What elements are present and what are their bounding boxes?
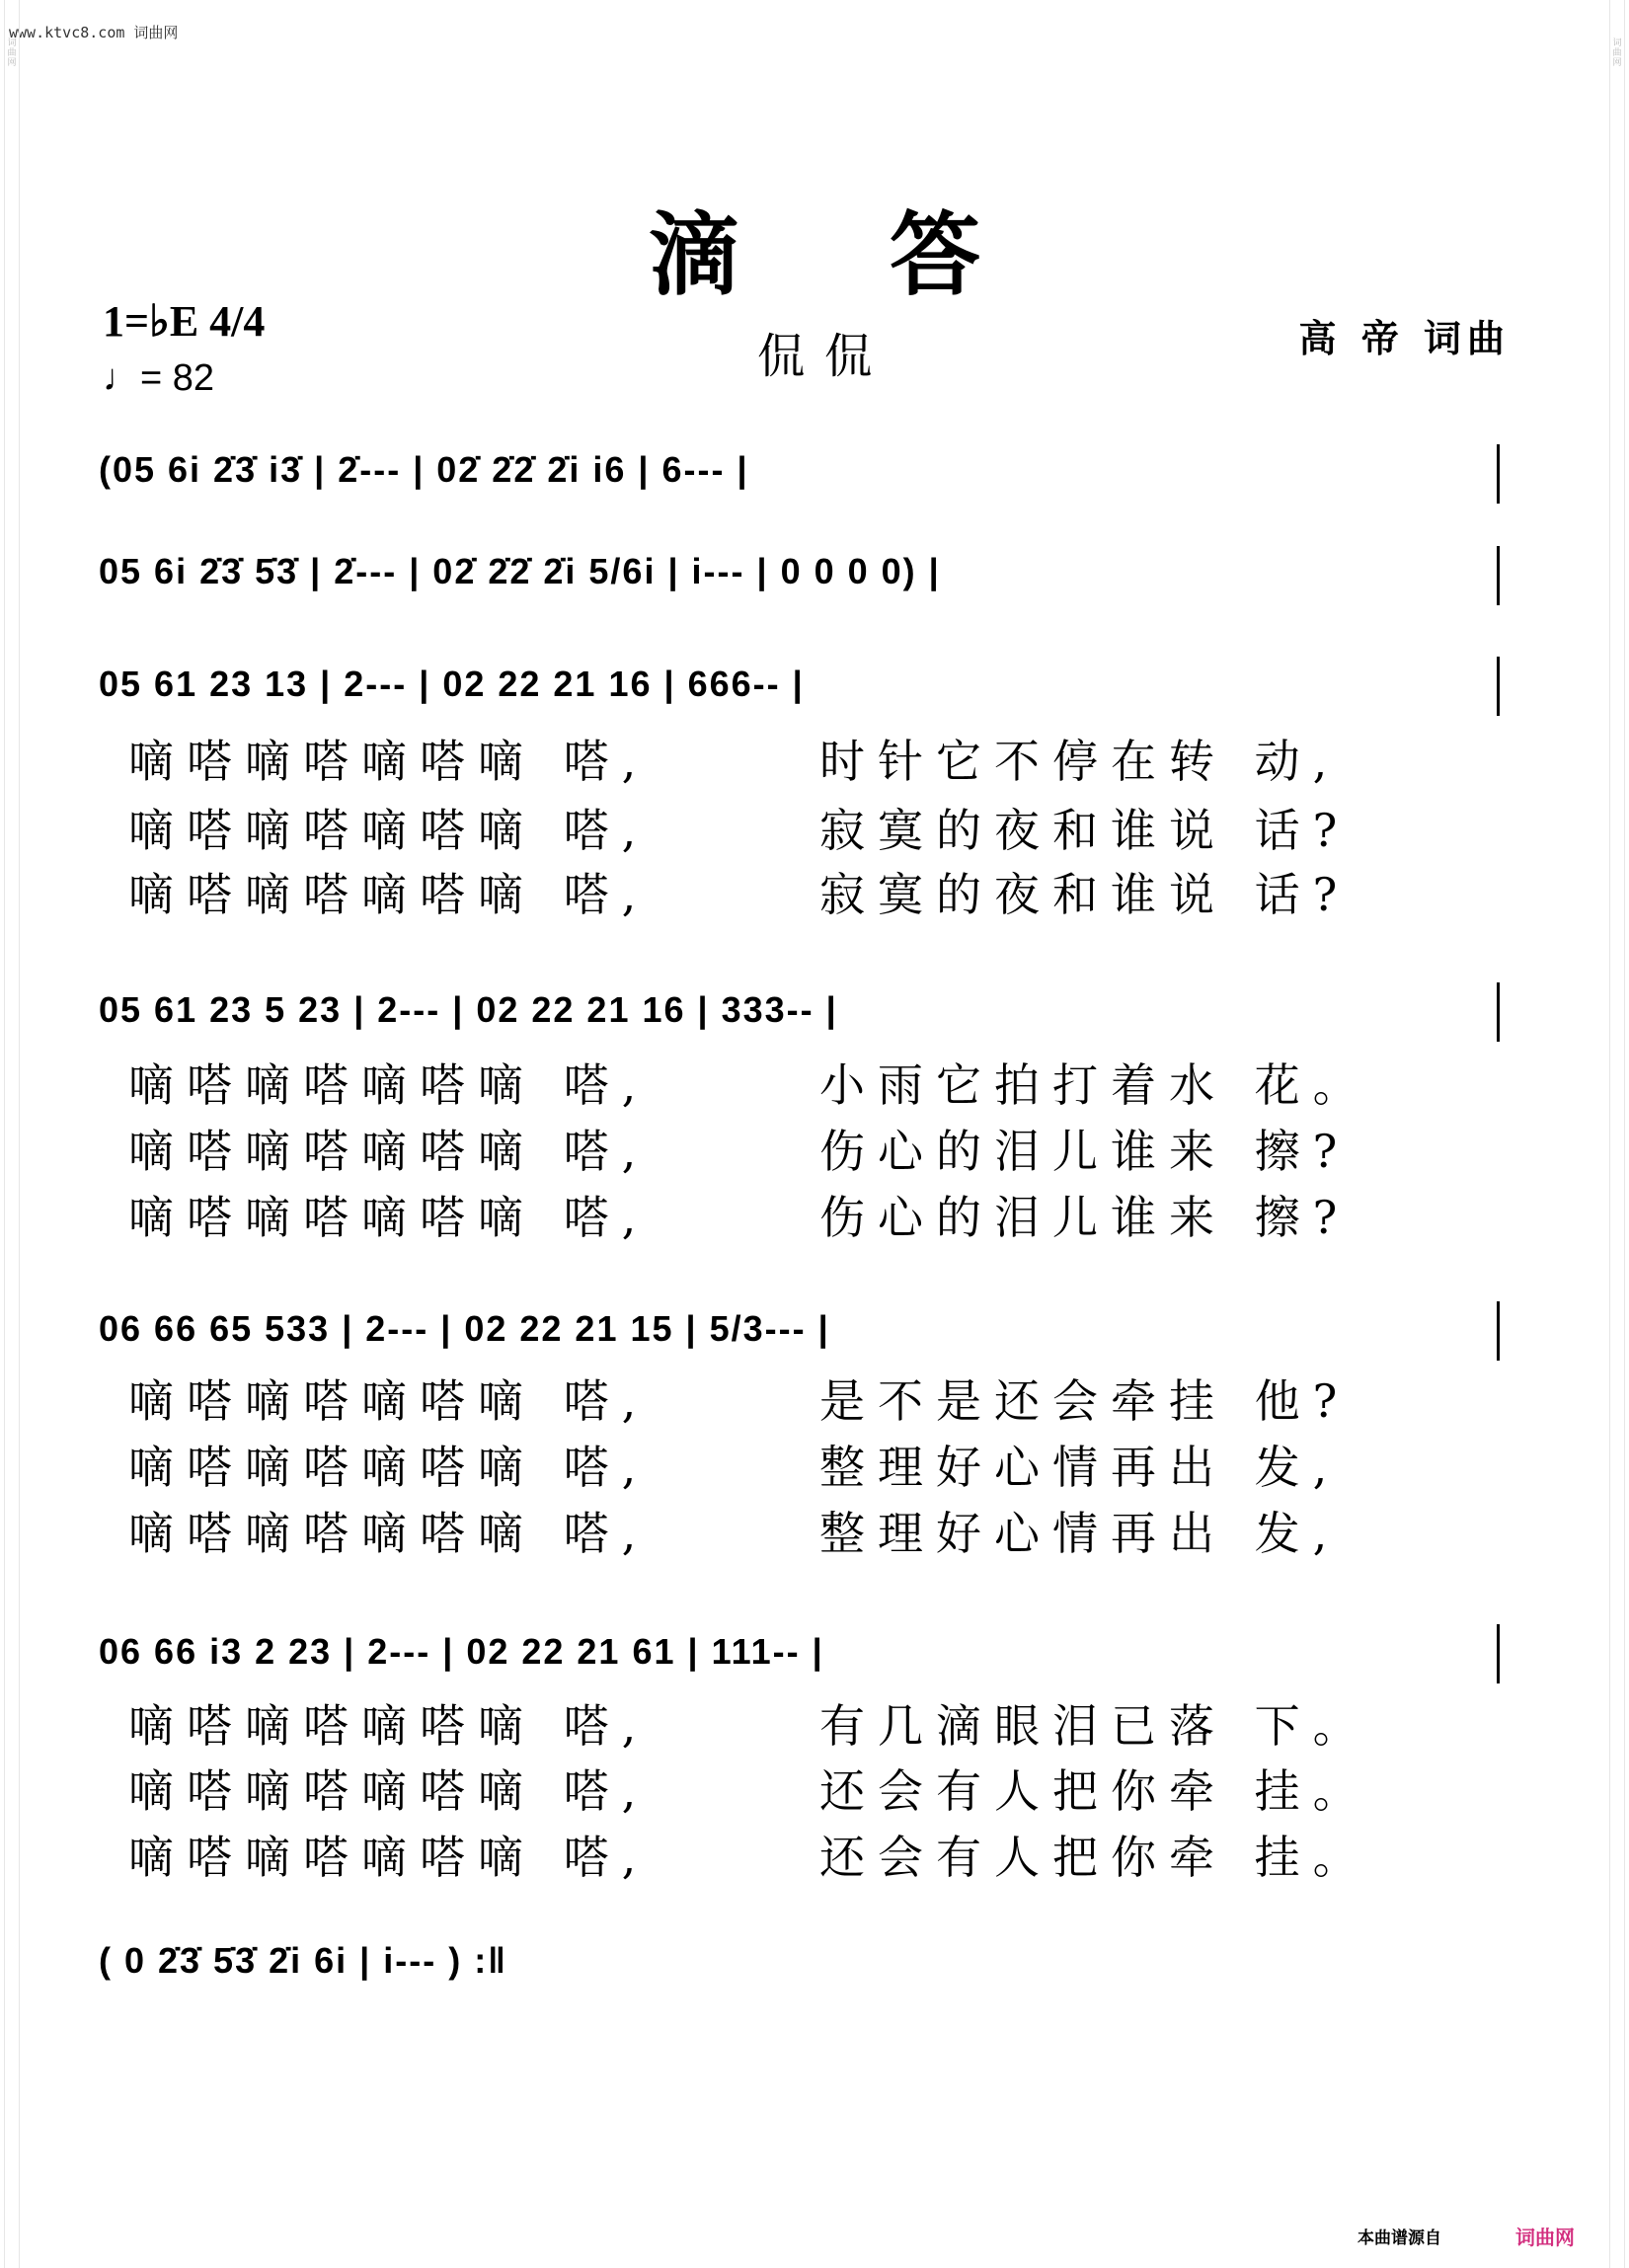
- score-line-verse-1: 05 61 23 13 | 2--- | 02 22 21 16 | 666-- |: [99, 664, 805, 704]
- lyric-left: 嘀嗒嘀嗒嘀嗒嘀 嗒,: [128, 1507, 650, 1560]
- lyric-right: 还会有人把你牵 挂。: [819, 1764, 1371, 1818]
- lyric-left: 嘀嗒嘀嗒嘀嗒嘀 嗒,: [128, 1441, 650, 1494]
- lyric-right: 寂寞的夜和谁说 话?: [819, 804, 1351, 857]
- lyric-left: 嘀嗒嘀嗒嘀嗒嘀 嗒,: [128, 1191, 650, 1244]
- end-barline: [1497, 982, 1500, 1042]
- site-logo[interactable]: 词曲网: [1515, 2226, 1575, 2249]
- end-barline: [1497, 1301, 1500, 1361]
- lyric-left: 嘀嗒嘀嗒嘀嗒嘀 嗒,: [128, 735, 650, 788]
- lyric-left: 嘀嗒嘀嗒嘀嗒嘀 嗒,: [128, 1764, 650, 1818]
- site-url[interactable]: www.ktvc8.com 词曲网: [9, 24, 179, 41]
- end-barline: [1497, 1624, 1500, 1683]
- score-line-verse-2: 05 61 23 5 23 | 2--- | 02 22 21 16 | 333-- |: [99, 989, 838, 1030]
- tempo-marking: ♩= 82: [103, 357, 215, 399]
- score-line-verse-4: 06 66 i3 2 23 | 2--- | 02 22 21 61 | 111-- |: [99, 1631, 824, 1672]
- lyric-right: 伤心的泪儿谁来 擦?: [819, 1191, 1351, 1244]
- composer-credits: 高 帝 词曲: [1298, 316, 1511, 360]
- end-barline: [1497, 444, 1500, 504]
- lyric-left: 嘀嗒嘀嗒嘀嗒嘀 嗒,: [128, 868, 650, 921]
- lyric-left: 嘀嗒嘀嗒嘀嗒嘀 嗒,: [128, 1058, 650, 1112]
- lyric-right: 是不是还会牵挂 他?: [819, 1374, 1351, 1428]
- score-line-intro-1: (05 6i 2̇3̇ i3̇ | 2̇--- | 02̇ 2̇2̇ 2̇i i6 | 6--- |: [99, 449, 749, 490]
- score-line-verse-3: 06 66 65 533 | 2--- | 02 22 21 15 | 5/3--- |: [99, 1308, 830, 1349]
- score-line-intro-2: 05 6i 2̇3̇ 5̇3̇ | 2̇--- | 02̇ 2̇2̇ 2̇i 5/6i | i--- | 0 0 0 0) |: [99, 551, 941, 591]
- lyric-right: 整理好心情再出 发,: [819, 1507, 1341, 1560]
- lyric-right: 还会有人把你牵 挂。: [819, 1831, 1371, 1884]
- lyric-right: 小雨它拍打着水 花。: [819, 1058, 1371, 1112]
- watermark-text: 词曲网: [7, 39, 17, 68]
- lyric-right: 寂寞的夜和谁说 话?: [819, 868, 1351, 921]
- lyric-left: 嘀嗒嘀嗒嘀嗒嘀 嗒,: [128, 1699, 650, 1753]
- lyric-left: 嘀嗒嘀嗒嘀嗒嘀 嗒,: [128, 1125, 650, 1178]
- lyric-left: 嘀嗒嘀嗒嘀嗒嘀 嗒,: [128, 804, 650, 857]
- lyric-right: 有几滴眼泪已落 下。: [819, 1699, 1371, 1753]
- watermark-text: 词曲网: [1612, 39, 1622, 68]
- lyric-right: 时针它不停在转 动,: [819, 735, 1341, 788]
- singer-name: 侃侃: [756, 329, 892, 384]
- score-line-outro: ( 0 2̇3̇ 5̇3̇ 2̇i 6i | i--- ) :‖: [99, 1940, 508, 1981]
- source-note: 本曲谱源自: [1358, 2229, 1441, 2248]
- lyric-right: 伤心的泪儿谁来 擦?: [819, 1125, 1351, 1178]
- song-title: 滴 答: [648, 201, 1041, 308]
- lyric-left: 嘀嗒嘀嗒嘀嗒嘀 嗒,: [128, 1831, 650, 1884]
- lyric-right: 整理好心情再出 发,: [819, 1441, 1341, 1494]
- key-signature: 1=♭E 4/4: [103, 297, 266, 346]
- end-barline: [1497, 546, 1500, 605]
- end-barline: [1497, 657, 1500, 716]
- lyric-left: 嘀嗒嘀嗒嘀嗒嘀 嗒,: [128, 1374, 650, 1428]
